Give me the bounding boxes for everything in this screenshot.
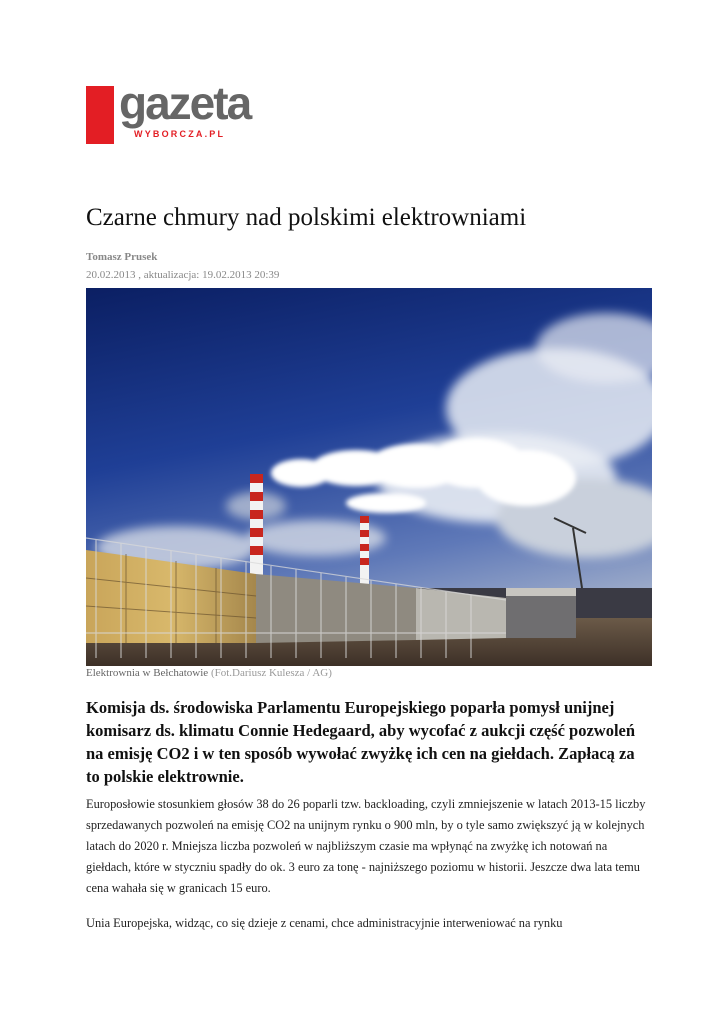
article-paragraph: Europosłowie stosunkiem głosów 38 do 26 poparli tzw. backloading, czyli zmniejszenie w latach 2013-15 liczby sprzedawanych pozwoleń na emisję CO2 na unijnym rynku o 900 mln, by o tyle samo zwiększyć ją w kolejnych latach do 2020 r. Mniejsza liczba pozwoleń w najbliższym czasie ma wpłynąć na zwyżkę ich notowań na giełdach, które w styczniu spadły do ok. 3 euro za tonę - najniższego poziomu w historii. Jeszcze dwa lata temu cena wahała się w granicach 15 euro. [86,797,646,895]
logo-wordmark: gazeta [119,77,251,129]
logo-subtitle: WYBORCZA.PL [134,129,226,139]
article-paragraph: Unia Europejska, widząc, co się dzieje z cenami, chce administracyjnie interweniować na rynku [86,916,563,930]
article-dates: 20.02.2013 , aktualizacja: 19.02.2013 20:39 [86,269,280,281]
gazeta-logo[interactable] [86,77,251,146]
article-photo [86,288,652,666]
photo-caption [86,667,332,679]
logo-red-block [86,86,114,144]
article-lead: Komisja ds. środowiska Parlamentu Europejskiego poparła pomysł unijnej komisarz ds. klimatu Connie Hedegaard, aby wycofać z aukcji część pozwoleń na emisję CO2 i w ten sposób wywołać zwyżkę ich cen na giełdach. Zapłacą za to polskie elektrownie. [86,698,636,786]
article-title: Czarne chmury nad polskimi elektrowniami [86,204,527,231]
article-author[interactable]: Tomasz Prusek [86,251,158,263]
caption-text: Elektrownia w Bełchatowie [86,667,209,679]
photo-credit: (Fot.Dariusz Kulesza / AG) [210,667,332,679]
